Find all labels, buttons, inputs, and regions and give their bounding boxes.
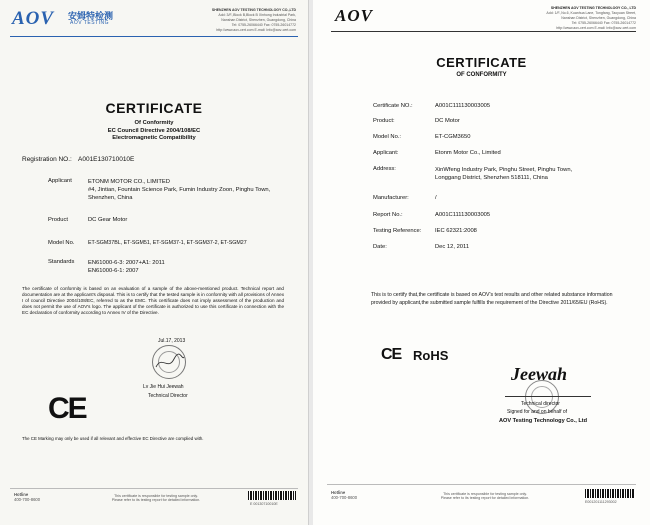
aov-logo: AOV: [12, 8, 55, 29]
certificate-body: The certificate of conformity is based on an evaluation of a sample of the above-mentioned product. Technical report and documentation are at the applicant's disposal. This is to certify that the tested sample is in conformity with all provisions of Annex I of council Directive 2004/108/EC, referred to as the EMC. This certificate does not imply assessment of the production and does not permit the use of AOV's logo. The applicant of the certificate is authorized to use this certificate in connection with the EC declaration of conformity according to Annex IV of the Directive.: [22, 286, 284, 315]
ce-mark-icon: CE: [381, 346, 402, 363]
company-header: [506, 6, 636, 31]
ce-mark-icon: CE: [48, 392, 86, 425]
footer-note: This certificate is responsible for testing sample only.: [114, 494, 198, 498]
hotline-block: [331, 490, 357, 500]
header-line: Nanshan District, Shenzhen, Guangdong, China: [561, 16, 636, 20]
hotline-number: 400-700-8600: [14, 497, 41, 502]
hotline-label: Hotline: [331, 490, 346, 495]
logo-chinese-text: 安姆特检测: [68, 11, 114, 21]
company-name: AOV Testing Technology Co., Ltd: [499, 418, 588, 424]
standard-line: EN61000-6-1: 2007: [88, 268, 139, 274]
hotline-number: 400-700-8600: [331, 495, 358, 500]
right-certificate: [313, 0, 650, 525]
model-label: Model No.: [48, 240, 75, 246]
signer-title: Technical Director: [148, 393, 188, 399]
detail-value: A001C111130003005: [435, 103, 491, 109]
detail-value: A001C111130003005: [435, 212, 491, 218]
detail-label: Model No.:: [373, 134, 402, 140]
left-certificate: [0, 0, 309, 525]
product-label: Product: [48, 217, 68, 223]
detail-label: Applicant:: [373, 150, 399, 156]
certificate-subtitle: OF CONFORMITY: [456, 72, 507, 78]
subtitle-line: Of Conformity: [134, 120, 174, 126]
footer-note: This certificate is responsible for testing sample only.: [443, 492, 527, 496]
detail-label: Product:: [373, 118, 395, 124]
detail-value: XinWfeng Industry Park, Pinghu Street, Pinghu Town, Longgang District, Shenzhen 518111, China: [435, 167, 573, 181]
barcode-icon: [248, 491, 296, 500]
ce-note: The CE Marking may only be used if all relevant and effective EC Directive are complied with.: [22, 436, 204, 441]
hotline-label: Hotline: [14, 492, 29, 497]
certificate-title: CERTIFICATE: [105, 100, 203, 116]
logo-subtitle: AOV TESTING: [70, 20, 110, 26]
issue-date: Jul.17, 2013: [158, 338, 186, 344]
subtitle-line: EC Council Directive 2004/108/EC: [107, 127, 201, 134]
footer-note: Please refer to its testing report for detailed information.: [440, 496, 530, 500]
applicant-line: #4, Jintian, Fountain Science Park, Fumin Industry Zoon, Pinghu Town,: [88, 187, 271, 193]
header-line: http://www.aov-cert.com E-mail: Info@aov-cert.com: [216, 28, 296, 32]
certificate-subtitle: [0, 120, 308, 143]
detail-value: Dec 12, 2011: [435, 244, 470, 250]
header-line: Add: 1/F.,No.6, Kuanhua Lane, Tongfang, Taoyuan Street,: [546, 11, 636, 15]
footer-code: E 00130710010E: [250, 502, 278, 506]
round-seal-icon: [152, 345, 186, 379]
detail-value: /: [435, 195, 437, 201]
barcode-icon: [585, 489, 635, 498]
applicant-line: ETONM MOTOR CO., LIMITED: [88, 179, 170, 185]
header-line: http://www.aov-cert.com E-mail: Info@aov-cert.com: [556, 26, 636, 30]
header-line: Tel: 0755-26066440 Fax: 0755-26014772: [571, 21, 636, 25]
header-line: Tel: 0755-26066440 Fax: 0755-26014772: [231, 23, 296, 27]
standards-label: Standards: [48, 259, 75, 265]
subtitle-line: Electromagnetic Compatibility: [112, 135, 196, 141]
rohs-mark-icon: RoHS: [413, 348, 449, 363]
signer-name: Lv Jie Hui Jeewah: [143, 384, 184, 390]
detail-value: DC Motor: [435, 118, 460, 124]
applicant-label: Applicant: [48, 178, 72, 184]
header-line: Nanshan District, Shenzhen, Guangdong, China: [221, 18, 296, 22]
certificate-title: CERTIFICATE: [436, 55, 527, 70]
detail-value: Etonm Motor Co., Limited: [435, 150, 501, 156]
aov-logo: AOV: [335, 6, 373, 25]
header-line: SHENZHEN AOV TESTING TECHNOLOGY CO.,LTD: [211, 8, 296, 12]
detail-value: ET-CGM3650: [435, 134, 471, 140]
model-value: ET-SGM37BL, ET-SGM51, ET-SGM37-1, ET-SGM37-2, ET-SGM27: [88, 240, 247, 246]
detail-label: Report No.:: [373, 212, 403, 218]
standard-line: EN61000-6-3: 2007+A1: 2011: [88, 260, 165, 266]
detail-label: Testing Reference:: [373, 228, 422, 234]
registration-value: A001E130710010E: [78, 156, 135, 163]
header-line: Add: 3/F.,Block B,Block B Xinhong Industrial Park,: [218, 13, 296, 17]
signed-for-text: Signed for and on behalf of: [507, 409, 568, 415]
signer-title: Technical director: [521, 401, 560, 407]
registration-label: Registration NO.:: [22, 156, 72, 163]
applicant-line: Shenzhen, China: [88, 195, 133, 201]
signature: Jeewah: [511, 364, 567, 384]
product-value: DC Gear Motor: [88, 217, 128, 223]
signature-stroke-icon: [152, 345, 186, 379]
certificate-body: This is to certify that,the certificate is based on AOV's test results and other related substance information provided by applicant,the submitted sample fulfills the requirement of the Directive 2011/65/EU (RoHS).: [371, 292, 613, 306]
company-header: [186, 8, 296, 33]
detail-label: Manufacturer:: [373, 195, 409, 201]
detail-label: Address:: [373, 166, 396, 172]
footer-note: Please refer to its testing report for detailed information.: [111, 498, 201, 502]
footer-code: E001201111293002: [585, 500, 617, 504]
header-line: SHENZHEN AOV TESTING TECHNOLOGY CO., LTD: [550, 6, 636, 10]
detail-label: Certificate NO.:: [373, 103, 413, 109]
detail-value: IEC 62321:2008: [435, 228, 477, 234]
footer-notes: [423, 492, 547, 500]
footer-notes: [96, 494, 216, 502]
hotline-block: [14, 492, 40, 502]
detail-label: Date:: [373, 244, 387, 250]
